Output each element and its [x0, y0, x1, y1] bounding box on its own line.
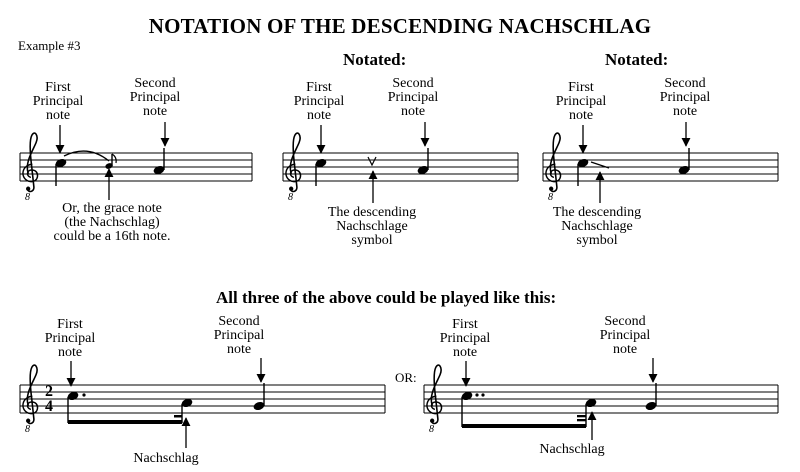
first-principal-label-1: First Principal note — [32, 80, 84, 123]
first-principal-label-4: First Principal note — [44, 317, 96, 360]
dotted-principal-note — [67, 391, 86, 423]
or-label: OR: — [395, 370, 417, 385]
double-dotted-principal-note — [461, 391, 485, 427]
second-principal-label-5: Second Principal note — [599, 314, 651, 357]
notated-heading-2: Notated: — [605, 50, 669, 69]
beam — [68, 415, 182, 424]
second-principal-note — [645, 383, 658, 411]
descending-nachschlag-symbol — [368, 157, 376, 165]
first-principal-note — [55, 158, 68, 186]
first-principal-label-2: First Principal note — [293, 80, 345, 123]
staff-4 — [20, 358, 385, 448]
treble-clef-icon — [546, 133, 561, 191]
treble-clef-icon — [23, 365, 38, 423]
svg-text:4: 4 — [45, 398, 53, 415]
beam — [462, 415, 586, 428]
clef-octave-mark: 8 — [25, 424, 30, 435]
time-signature — [45, 383, 53, 415]
staff-3 — [543, 122, 778, 203]
nachschlag-note — [181, 398, 194, 423]
descending-symbol-caption-2: The descending Nachschlage symbol — [552, 205, 642, 248]
descending-symbol-caption-1: The descending Nachschlage symbol — [327, 205, 417, 248]
second-principal-note — [253, 383, 266, 411]
second-principal-label-4: Second Principal note — [213, 314, 265, 357]
second-principal-label-1: Second Principal note — [129, 76, 181, 119]
staff-2 — [283, 122, 518, 203]
first-principal-note — [577, 158, 590, 186]
staff-1 — [20, 122, 252, 203]
page-title: NOTATION OF THE DESCENDING NACHSCHLAG — [148, 14, 652, 38]
clef-octave-mark: 8 — [548, 192, 553, 203]
staff-5 — [424, 358, 778, 440]
notated-heading-1: Notated: — [343, 50, 407, 69]
second-principal-note — [417, 148, 430, 175]
first-principal-label-5: First Principal note — [439, 317, 491, 360]
treble-clef-icon — [427, 365, 442, 423]
second-principal-note — [678, 148, 691, 175]
example-label: Example #3 — [18, 38, 81, 53]
treble-clef-icon — [23, 133, 38, 191]
clef-octave-mark: 8 — [288, 192, 293, 203]
grace-note-caption: Or, the grace note (the Nachschlag) could be a 16th note. — [53, 201, 171, 244]
clef-octave-mark: 8 — [25, 192, 30, 203]
second-principal-label-2: Second Principal note — [387, 76, 439, 119]
nachschlag-label-2: Nachschlag — [539, 442, 605, 457]
clef-octave-mark: 8 — [429, 424, 434, 435]
played-heading: All three of the above could be played like this: — [216, 288, 557, 307]
treble-clef-icon — [286, 133, 301, 191]
second-principal-note — [153, 148, 166, 175]
svg-text:2: 2 — [45, 383, 53, 400]
first-principal-note — [315, 158, 328, 186]
second-principal-label-3: Second Principal note — [659, 76, 711, 119]
nachschlag-note — [585, 398, 598, 427]
nachschlag-label-1: Nachschlag — [133, 451, 199, 466]
first-principal-label-3: First Principal note — [555, 80, 607, 123]
